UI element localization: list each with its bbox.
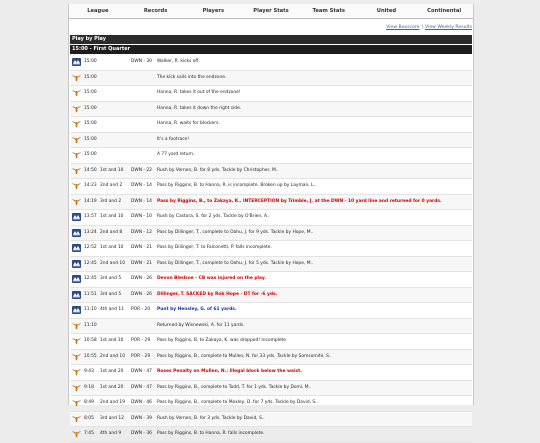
play-clock: 14:23: [84, 183, 97, 188]
play-clock: 15:00: [84, 152, 97, 157]
navy-team-logo-icon: [72, 260, 81, 268]
play-clock: 15:00: [84, 59, 97, 64]
play-description: Pass by Riggins, B. to Zakaya, K. was dropped! Incomplete.: [157, 338, 288, 343]
play-field-position: DWN - 10: [131, 214, 152, 219]
play-description: Pass by Riggins, B., complete to Moxley, D. for 7 yds. Tackle by David, S..: [157, 400, 318, 405]
play-row: [70, 396, 472, 412]
longhorn-team-logo-icon: [72, 182, 81, 190]
navy-team-logo-icon: [72, 306, 81, 314]
nav-tab-records[interactable]: Records: [143, 8, 168, 14]
play-description: Hanna, R. waits for blockers.: [157, 121, 220, 126]
longhorn-team-logo-icon: [72, 74, 81, 82]
play-row: [70, 427, 472, 443]
play-row: [70, 195, 472, 211]
play-row: [70, 117, 472, 133]
nav-tab-continental[interactable]: Continental: [427, 8, 462, 14]
play-down-distance: 3rd and 12: [100, 415, 124, 421]
section-header: Play by Play: [70, 35, 472, 44]
play-field-position: DWN - 39: [131, 415, 152, 421]
play-clock: 13:57: [84, 214, 97, 219]
longhorn-team-logo-icon: [72, 353, 81, 361]
play-row: [70, 55, 472, 71]
view-links: [386, 25, 472, 30]
play-description: Pass by Dillinger, T. to Falconetti, P. falls incomplete.: [157, 245, 272, 250]
play-description: Hanna, R. takes it out of the endzone!: [157, 90, 241, 95]
play-row: [70, 288, 472, 304]
play-row: [70, 303, 472, 319]
play-row: [70, 164, 472, 180]
longhorn-team-logo-icon: [72, 368, 81, 376]
navy-team-logo-icon: [72, 58, 81, 66]
play-field-position: POR - 29: [131, 338, 151, 343]
play-description: Roses Penalty on Mullen, N.: Illegal block below the waist.: [157, 369, 302, 374]
play-clock: 9:43: [84, 369, 94, 374]
nav-tab-player-stats[interactable]: Player Stats: [253, 8, 289, 14]
play-down-distance: 1st and 20: [100, 384, 124, 390]
play-row: [70, 71, 472, 87]
play-description: Pass by Riggins, B., to Zakaya, K.. INTERCEPTION by Trimble, J. at the DWN - 10 yard line and returned for 0 yards.: [157, 198, 442, 204]
play-description: The kick sails into the endzone.: [157, 74, 227, 80]
play-description: Rush by Castora, S. for 2 yds. Tackle by O'Brien, A..: [157, 214, 270, 219]
play-row: [70, 365, 472, 381]
play-field-position: DWN - 12: [131, 229, 152, 235]
play-clock: 7:45: [84, 431, 94, 436]
play-row: [70, 148, 472, 164]
play-description: Punt by Hensley, G. of 61 yards.: [157, 307, 237, 312]
play-field-position: DWN - 14: [131, 198, 152, 204]
play-clock: 15:00: [84, 90, 97, 95]
longhorn-team-logo-icon: [72, 430, 81, 438]
nav-tab-league[interactable]: League: [87, 8, 109, 14]
play-row: [70, 350, 472, 366]
play-down-distance: 4th and 11: [100, 307, 124, 312]
play-clock: 12:52: [84, 245, 97, 250]
play-field-position: DWN - 26: [131, 291, 152, 297]
play-description: Dillinger, T. SACKED by Rob Hope - DT for -6 yds.: [157, 291, 278, 297]
play-row: [70, 334, 472, 350]
longhorn-team-logo-icon: [72, 167, 81, 175]
navy-team-logo-icon: [72, 275, 81, 283]
play-clock: 13:24: [84, 229, 97, 235]
play-clock: 8:05: [84, 415, 94, 421]
navy-team-logo-icon: [72, 229, 81, 237]
play-row: [70, 381, 472, 397]
play-row: [70, 257, 472, 273]
play-clock: 15:00: [84, 136, 97, 142]
navy-team-logo-icon: [72, 244, 81, 252]
play-field-position: DWN - 47: [131, 384, 152, 390]
view-boxscore-link[interactable]: View Boxscore: [386, 25, 420, 30]
play-list: [70, 55, 472, 443]
play-clock: 15:00: [84, 74, 97, 80]
play-down-distance: 2nd and 8: [100, 229, 123, 235]
play-down-distance: 3rd and 2: [100, 198, 122, 204]
play-down-distance: 1st and 10: [100, 167, 124, 173]
longhorn-team-logo-icon: [72, 120, 81, 128]
longhorn-team-logo-icon: [72, 399, 81, 407]
play-field-position: POR - 29: [131, 353, 151, 359]
longhorn-team-logo-icon: [72, 89, 81, 97]
link-separator: |: [421, 25, 423, 30]
play-clock: 11:10: [84, 307, 97, 312]
play-description: Returned by Wisnewski, A. for 11 yards.: [157, 322, 245, 328]
longhorn-team-logo-icon: [72, 198, 81, 206]
play-down-distance: 1st and 10: [100, 338, 124, 343]
play-field-position: DWN - 47: [131, 369, 152, 374]
play-clock: 12:45: [84, 260, 97, 266]
play-clock: 12:45: [84, 276, 97, 281]
play-clock: 10:58: [84, 338, 97, 343]
longhorn-team-logo-icon: [72, 136, 81, 144]
play-description: Pass by Riggins, B. to Hanna, R. is incomplete. Broken up by Layman, L..: [157, 183, 317, 188]
play-description: Devon Bledsoe - CB was injured on the play.: [157, 276, 266, 281]
nav-tab-team-stats[interactable]: Team Stats: [312, 8, 345, 14]
play-row: [70, 241, 472, 257]
longhorn-team-logo-icon: [72, 105, 81, 113]
play-down-distance: 2nd and 19: [100, 400, 126, 405]
play-description: Pass by Dillinger, T., complete to Oahu, J. for 9 yds. Tackle by Hope, M..: [157, 229, 314, 235]
play-clock: 15:00: [84, 105, 97, 111]
play-down-distance: 1st and 20: [100, 369, 124, 374]
navy-team-logo-icon: [72, 291, 81, 299]
nav-tab-united[interactable]: United: [376, 8, 397, 14]
play-clock: 8:49: [84, 400, 94, 405]
play-description: Walker, R. kicks off.: [157, 59, 200, 64]
play-row: [70, 133, 472, 149]
play-down-distance: 2nd and 10: [100, 260, 126, 266]
play-down-distance: 4th and 9: [100, 431, 122, 436]
play-clock: 10:55: [84, 353, 97, 359]
longhorn-team-logo-icon: [72, 415, 81, 423]
play-row: [70, 412, 472, 428]
longhorn-team-logo-icon: [72, 337, 81, 345]
longhorn-team-logo-icon: [72, 384, 81, 392]
play-down-distance: 2nd and 2: [100, 183, 123, 188]
play-down-distance: 3rd and 5: [100, 291, 122, 297]
play-down-distance: 3rd and 5: [100, 276, 122, 281]
play-down-distance: 2nd and 10: [100, 353, 126, 359]
longhorn-team-logo-icon: [72, 151, 81, 159]
play-field-position: DWN - 30: [131, 59, 152, 64]
longhorn-team-logo-icon: [72, 322, 81, 330]
play-field-position: DWN - 21: [131, 260, 152, 266]
nav-tab-players[interactable]: Players: [202, 8, 225, 14]
navy-team-logo-icon: [72, 213, 81, 221]
top-nav: [69, 4, 473, 19]
play-clock: 11:10: [84, 322, 97, 328]
play-field-position: POR - 20: [131, 307, 151, 312]
play-down-distance: 1st and 10: [100, 245, 124, 250]
play-field-position: DWN - 14: [131, 183, 152, 188]
quarter-header: 15:00 - First Quarter: [70, 45, 472, 54]
play-field-position: DWN - 22: [131, 167, 152, 173]
play-description: Rush by Vernon, B. for 8 yds. Tackle by Christopher, M..: [157, 167, 279, 173]
play-row: [70, 272, 472, 288]
play-row: [70, 102, 472, 118]
main-container: [68, 4, 474, 436]
play-row: [70, 210, 472, 226]
play-clock: 9:18: [84, 384, 94, 390]
play-description: Hanna, R. takes it down the right side.: [157, 105, 242, 111]
play-row: [70, 86, 472, 102]
play-row: [70, 226, 472, 242]
play-field-position: DWN - 36: [131, 431, 152, 436]
play-field-position: DWN - 46: [131, 400, 152, 405]
play-description: Pass by Riggins, B. to Hanna, R. falls incomplete.: [157, 431, 265, 436]
play-row: [70, 179, 472, 195]
play-clock: 14:19: [84, 198, 97, 204]
play-description: Rush by Vernon, B. for 3 yds. Tackle by David, S..: [157, 415, 265, 421]
view-weekly-results-link[interactable]: View Weekly Results: [425, 25, 472, 30]
play-description: Pass by Riggins, B., complete to Todd, T. for 1 yds. Tackle by Domi, M..: [157, 384, 312, 390]
play-description: A 77 yard return.: [157, 152, 195, 157]
play-field-position: DWN - 21: [131, 245, 152, 250]
play-clock: 11:51: [84, 291, 97, 297]
play-clock: 15:00: [84, 121, 97, 126]
play-description: Pass by Dillinger, T., complete to Oahu, J. for 5 yds. Tackle by Hope, M..: [157, 260, 314, 266]
play-description: Pass by Riggins, B., complete to Mullen, N. for 33 yds. Tackle by Somsomite, S..: [157, 353, 332, 359]
play-row: [70, 319, 472, 335]
play-clock: 14:50: [84, 167, 97, 173]
play-field-position: DWN - 26: [131, 276, 152, 281]
play-description: It's a footrace!: [157, 136, 190, 142]
play-down-distance: 1st and 10: [100, 214, 124, 219]
